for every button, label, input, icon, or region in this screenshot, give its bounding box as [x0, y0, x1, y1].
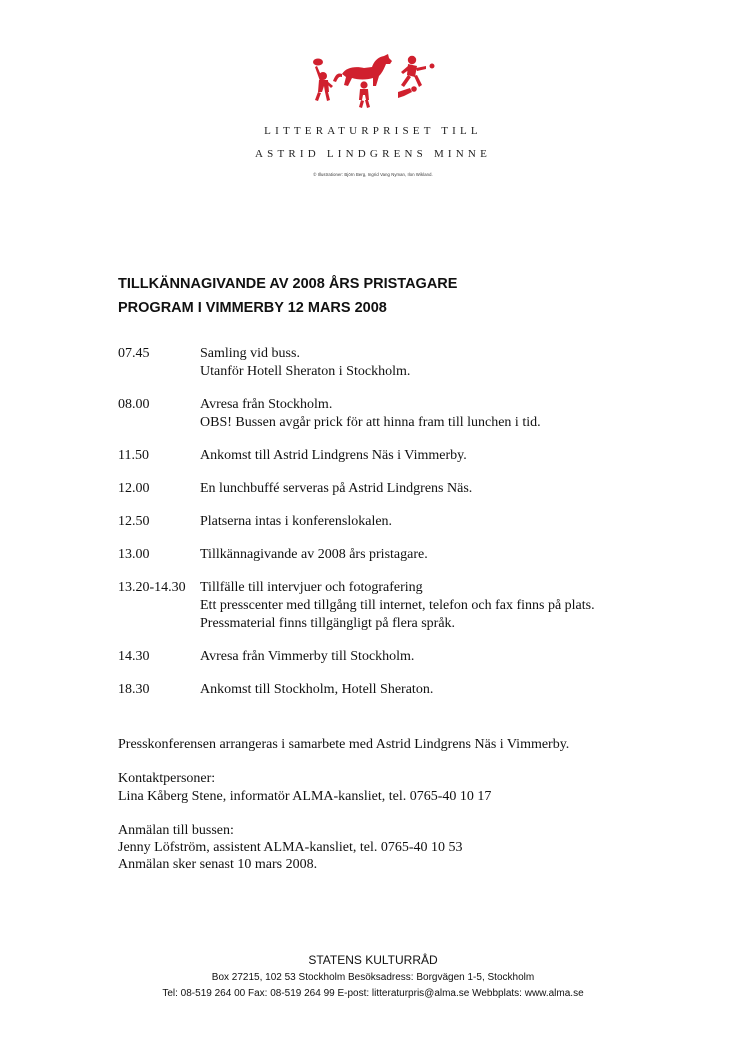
- footer-address: Box 27215, 102 53 Stockholm Besöksadress: Borgvägen 1-5, Stockholm: [211, 972, 535, 983]
- schedule-time: 12.50: [118, 514, 150, 529]
- schedule-description-line: Platserna intas i konferenslokalen.: [200, 514, 393, 529]
- footer-contact: Tel: 08-519 264 00 Fax: 08-519 264 99 E-post: litteraturpris@alma.se Webbplats: www.alma.se: [162, 988, 584, 999]
- schedule-item: [118, 546, 678, 564]
- schedule-time: 14.30: [118, 649, 150, 664]
- schedule-description: [200, 513, 678, 531]
- schedule-time: 12.00: [118, 481, 150, 496]
- schedule-item: [118, 648, 678, 666]
- document-subtitle: PROGRAM I VIMMERBY 12 MARS 2008: [118, 300, 387, 316]
- schedule-item: [118, 480, 678, 498]
- schedule-description: [200, 546, 678, 564]
- schedule-item: [118, 447, 678, 465]
- schedule-item: [118, 681, 678, 699]
- contact-person: Lina Kåberg Stene, informatör ALMA-kansliet, tel. 0765-40 10 17: [118, 789, 492, 804]
- schedule-description: [200, 681, 678, 699]
- schedule-description-line: Ankomst till Stockholm, Hotell Sheraton.: [200, 682, 434, 697]
- document-title: TILLKÄNNAGIVANDE AV 2008 ÅRS PRISTAGARE: [118, 276, 458, 292]
- schedule-description-line: Utanför Hotell Sheraton i Stockholm.: [200, 364, 411, 379]
- bus-signup-person: Jenny Löfström, assistent ALMA-kansliet, tel. 0765-40 10 53: [118, 840, 463, 855]
- schedule-item: [118, 513, 678, 531]
- schedule-description-line: Ett presscenter med tillgång till internet, telefon och fax finns på plats.: [200, 598, 595, 613]
- schedule-description-line: Avresa från Stockholm.: [200, 397, 333, 412]
- bus-signup-deadline: Anmälan sker senast 10 mars 2008.: [118, 857, 318, 872]
- schedule-description-line: Avresa från Vimmerby till Stockholm.: [200, 649, 415, 664]
- schedule-time: 11.50: [118, 448, 149, 463]
- org-name-line1: LITTERATURPRISET TILL: [264, 125, 482, 137]
- schedule-description-line: Tillkännagivande av 2008 års pristagare.: [200, 547, 428, 562]
- schedule-description-line: En lunchbuffé serveras på Astrid Lindgrens Näs.: [200, 481, 473, 496]
- schedule-time: 13.00: [118, 547, 150, 562]
- org-name-line2: ASTRID LINDGRENS MINNE: [254, 148, 491, 160]
- illustration-credit: © Illustrationer: Björn Berg, Ingrid Vang Nyman, Ilon Wikland.: [313, 172, 433, 177]
- schedule-item: [118, 396, 678, 432]
- schedule-description-line: OBS! Bussen avgår prick för att hinna fram till lunchen i tid.: [200, 415, 541, 430]
- schedule-time: 18.30: [118, 682, 150, 697]
- alma-logo-illustration: [306, 52, 442, 110]
- press-note: Presskonferensen arrangeras i samarbete med Astrid Lindgrens Näs i Vimmerby.: [118, 737, 570, 752]
- schedule-list: [118, 345, 678, 699]
- contact-label: Kontaktpersoner:: [118, 771, 216, 786]
- schedule-description: [200, 480, 678, 498]
- schedule-description-line: Ankomst till Astrid Lindgrens Näs i Vimmerby.: [200, 448, 467, 463]
- schedule-time: 08.00: [118, 397, 150, 412]
- schedule-description: [200, 396, 678, 432]
- schedule-description-line: Pressmaterial finns tillgängligt på flera språk.: [200, 616, 456, 631]
- schedule-description: [200, 579, 678, 633]
- schedule-time: 07.45: [118, 346, 150, 361]
- schedule-item: [118, 345, 678, 381]
- schedule-item: [118, 579, 678, 633]
- schedule-description: [200, 447, 678, 465]
- schedule-description: [200, 648, 678, 666]
- schedule-description: [200, 345, 678, 381]
- schedule-description-line: Tillfälle till intervjuer och fotografering: [200, 580, 423, 595]
- schedule-time: 13.20-14.30: [118, 580, 186, 595]
- footer-org-name: STATENS KULTURRÅD: [308, 953, 438, 967]
- bus-signup-label: Anmälan till bussen:: [118, 823, 234, 838]
- schedule-description-line: Samling vid buss.: [200, 346, 300, 361]
